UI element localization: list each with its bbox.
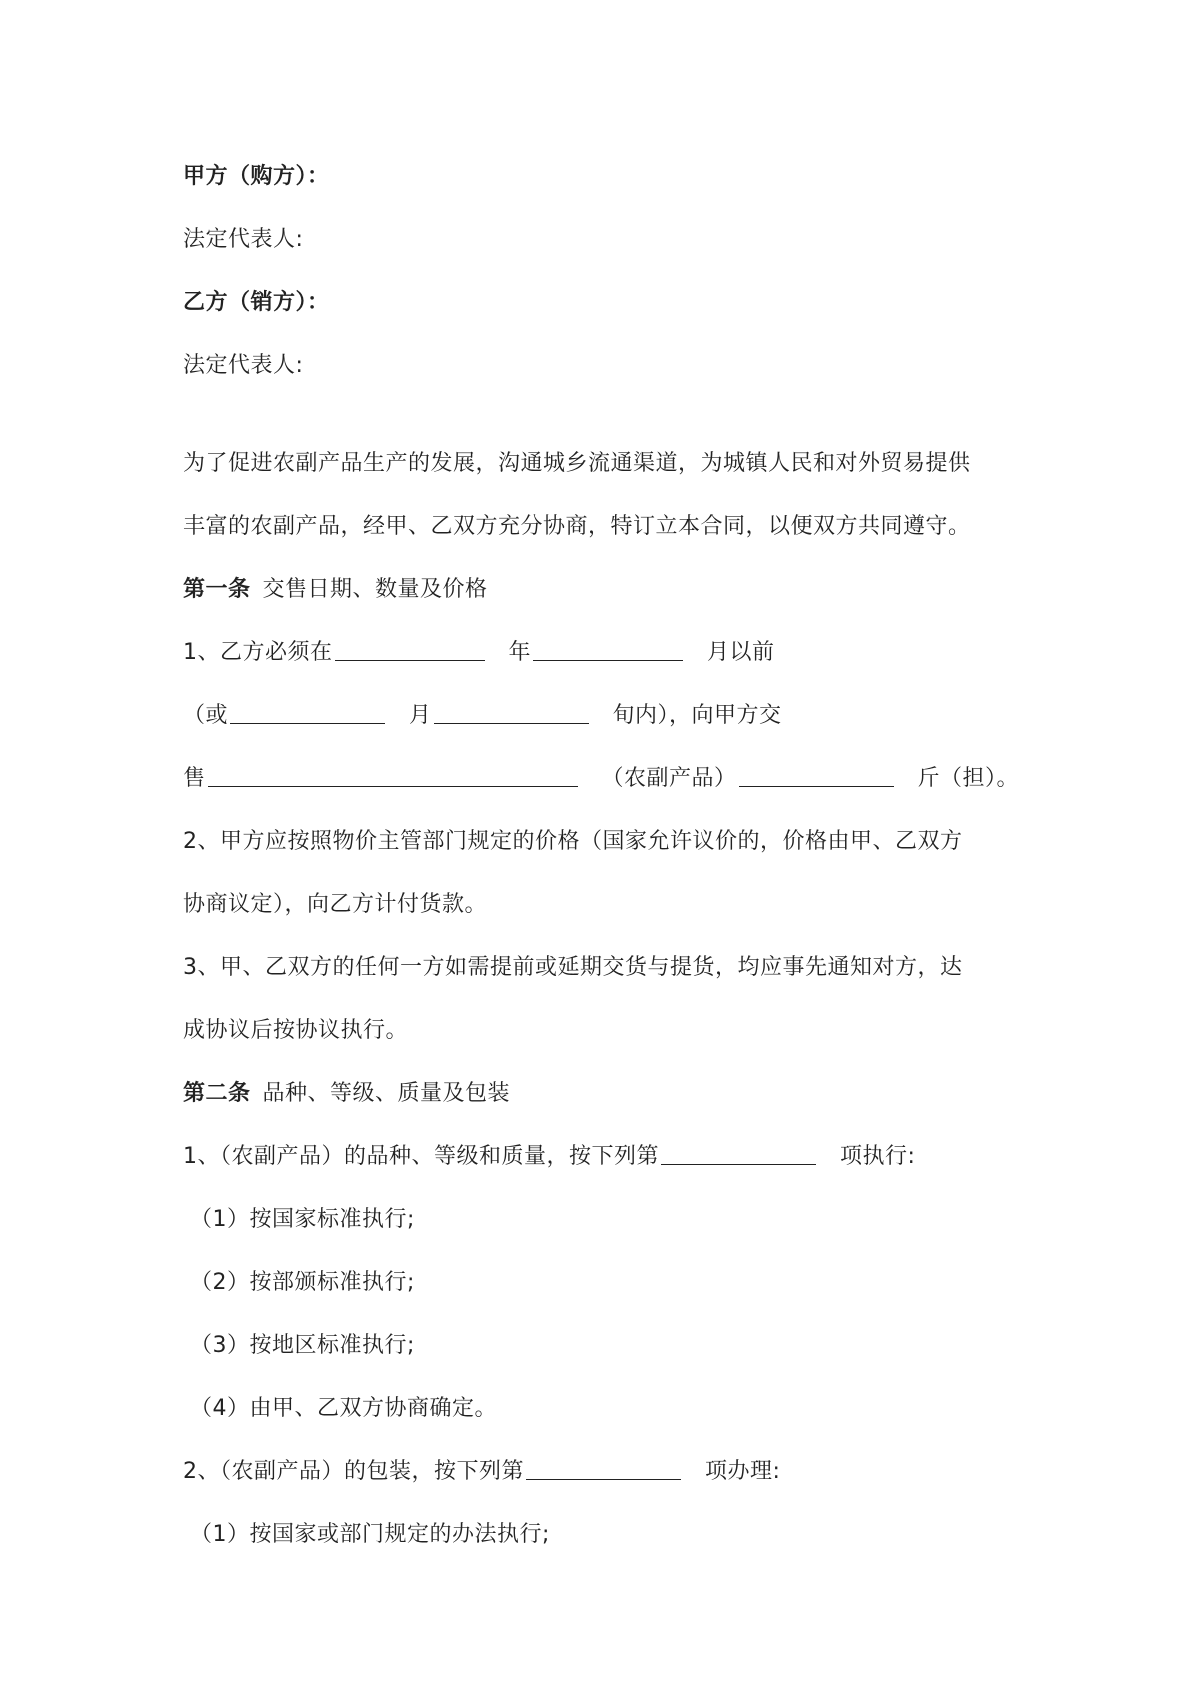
blank-field-ten-days[interactable] xyxy=(434,701,589,724)
item-1-text-b2: 月 xyxy=(409,703,432,728)
article-1-number: 第一条 xyxy=(183,577,251,602)
item-1-text-c1: 售 xyxy=(183,766,206,791)
quality-option-3: （3）按地区标准执行; xyxy=(190,1333,415,1358)
article-2-item-2 xyxy=(183,1457,780,1487)
item-1-text-a1: 1、乙方必须在 xyxy=(183,640,333,665)
preamble-line-1: 为了促进农副产品生产的发展，沟通城乡流通渠道，为城镇人民和对外贸易提供 xyxy=(183,451,971,476)
party-b-representative: 法定代表人: xyxy=(183,353,304,378)
item-1-text-b1: （或 xyxy=(183,703,229,728)
blank-field-product[interactable] xyxy=(208,764,578,787)
article-2-item-1 xyxy=(183,1142,915,1172)
party-a-title: 甲方（购方）： xyxy=(183,164,330,189)
packaging-option-1: （1）按国家或部门规定的办法执行; xyxy=(190,1522,550,1547)
article-1-heading xyxy=(183,575,488,605)
item-1-text-c3: 斤（担）。 xyxy=(917,766,1020,791)
article-2-title: 品种、等级、质量及包装 xyxy=(262,1081,511,1106)
blank-field-month-alt[interactable] xyxy=(230,701,385,724)
blank-field-packaging-option[interactable] xyxy=(526,1457,681,1480)
blank-field-quality-option[interactable] xyxy=(661,1142,816,1165)
article-2-heading xyxy=(183,1079,510,1109)
article-1-item-2-line-1: 2、甲方应按照物价主管部门规定的价格（国家允许议价的，价格由甲、乙双方 xyxy=(183,829,963,854)
item-1-text-a2: 年 xyxy=(508,640,532,665)
blank-field-quantity[interactable] xyxy=(739,764,894,787)
article-2-item-2-text-b: 项办理: xyxy=(705,1459,781,1484)
blank-field-year[interactable] xyxy=(335,638,485,661)
article-1-item-1-line-2 xyxy=(183,701,782,731)
article-1-title: 交售日期、数量及价格 xyxy=(262,577,488,602)
article-2-item-1-text-a: 1、（农副产品）的品种、等级和质量，按下列第 xyxy=(183,1144,659,1169)
article-2-item-2-text-a: 2、（农副产品）的包装，按下列第 xyxy=(183,1459,524,1484)
article-1-item-1-line-1 xyxy=(183,638,775,668)
party-b-title: 乙方（销方）： xyxy=(183,290,330,315)
article-1-item-3-line-2: 成协议后按协议执行。 xyxy=(183,1018,409,1043)
quality-option-2: （2）按部颁标准执行; xyxy=(190,1270,415,1295)
item-1-text-b3: 旬内），向甲方交 xyxy=(612,703,782,728)
item-1-text-c2: （农副产品） xyxy=(601,766,737,791)
quality-option-1: （1）按国家标准执行; xyxy=(190,1207,415,1232)
article-2-number: 第二条 xyxy=(183,1081,251,1106)
article-1-item-2-line-2: 协商议定），向乙方计付货款。 xyxy=(183,892,488,917)
party-a-representative: 法定代表人: xyxy=(183,227,304,252)
blank-field-month[interactable] xyxy=(533,638,683,661)
article-2-item-1-text-b: 项执行: xyxy=(840,1144,916,1169)
item-1-text-a3: 月以前 xyxy=(707,640,775,665)
quality-option-4: （4）由甲、乙双方协商确定。 xyxy=(190,1396,497,1421)
article-1-item-1-line-3 xyxy=(183,764,1019,794)
article-1-item-3-line-1: 3、甲、乙双方的任何一方如需提前或延期交货与提货，均应事先通知对方，达 xyxy=(183,955,963,980)
preamble-line-2: 丰富的农副产品，经甲、乙双方充分协商，特订立本合同，以便双方共同遵守。 xyxy=(183,514,971,539)
